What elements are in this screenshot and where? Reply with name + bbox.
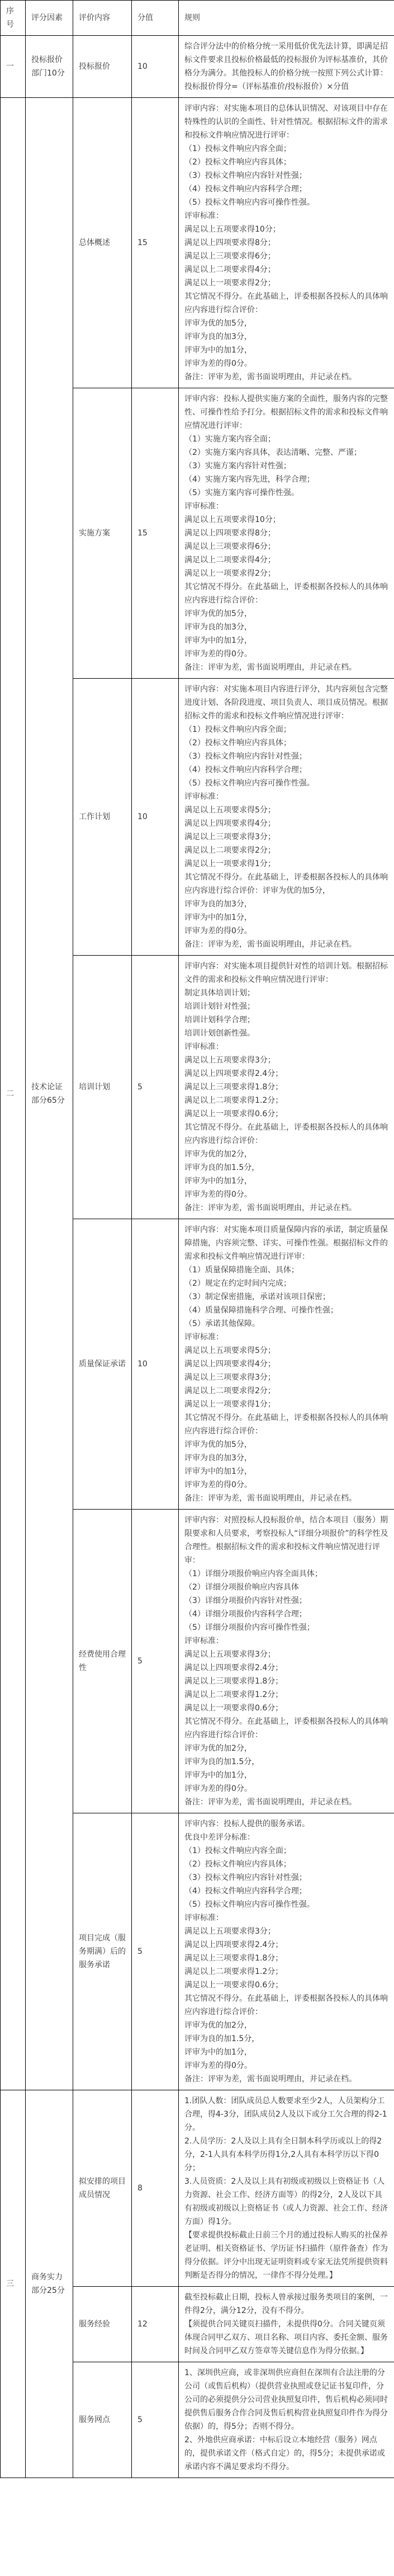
rule-line: 截至投标截止日期，投标人曾承接过服务类项目的案例，一件得2分，满分12分，没有不得分。 <box>184 2293 388 2315</box>
rule-line: 评审为差的得0分。 <box>184 1784 252 1793</box>
rule-line: （1）投标文件响应内容全面； <box>184 1846 291 1855</box>
section-factor: 商务实力部分25分 <box>26 2090 73 2478</box>
header-score: 分值 <box>132 1 179 36</box>
rule-line: 满足以上二项要求得2分； <box>184 1386 276 1395</box>
rule-line: （3）详细分项报价内容针对性强； <box>184 1596 307 1605</box>
rule-line: 制定具体培训计划； <box>184 989 255 998</box>
rule-line: 其它情况不得分。在此基础上，评委根据各投标人的具体响应内容进行综合评价： <box>184 1717 388 1740</box>
rule-line: 满足以上四项要求得2.4分； <box>184 1663 283 1672</box>
rule-line: （2）详细分项报价响应内容具体 <box>184 1583 299 1592</box>
rule-line: （2）投标文件响应内容具体； <box>184 739 291 748</box>
header-content: 评价内容 <box>73 1 132 36</box>
rule-line: （5）详细分项报价内容可操作性强； <box>184 1623 315 1632</box>
rule-line: 评审为中的加1分， <box>184 346 252 355</box>
table-row <box>1 36 394 98</box>
rule-line: 评审为良的加1.5分， <box>184 1163 260 1172</box>
rule-line: 满足以上一项要求得2分； <box>184 279 276 288</box>
rule-line: 备注：评审为差，需书面说明理由，并记录在档。 <box>184 1798 357 1807</box>
rule-line: 满足以上二项要求得1.2分； <box>184 1967 283 1976</box>
item-score: 15 <box>132 388 179 679</box>
rule-line: 评审为中的加1分， <box>184 2048 252 2057</box>
rule-line: 满足以上一项要求得1分； <box>184 1400 276 1409</box>
rule-line: 备注：评审为差，需书面说明理由，并记录在档。 <box>184 940 357 949</box>
rule-line: 1、深圳供应商，或非深圳供应商但在深圳有合法注册的分公司（或售后机构）（提供营业执照或登记证书复印件，分公司的必须提供分公司营业执照复印件，售后机构必须同时提供售后服务合作合同及售后机构营业执照复印件作为得分依据）的，得5分；否则不得分。 <box>184 2368 388 2431</box>
rule-line: 其它情况不得分。在此基础上，评委根据各投标人的具体响应内容进行综合评价：评审为优的加5分， <box>184 873 388 895</box>
rule-line: 备注：评审为差，需书面说明理由，并记录在档。 <box>184 2075 357 2084</box>
rule-line: （3）制定保密措施，承诺对该项目保密； <box>184 1292 330 1301</box>
item-score: 5 <box>132 2362 179 2478</box>
rule-line: （1）投标文件响应内容全面； <box>184 144 291 153</box>
rule-line: 评审为中的加1分， <box>184 636 252 645</box>
rule-line: （3）投标文件响应内容针对性强； <box>184 752 307 761</box>
rule-line: 评审为差的得0分。 <box>184 1190 252 1199</box>
rule-line: （1）详细分项报价响应内容全面具体； <box>184 1569 322 1578</box>
rule-line: 满足以上五项要求得10分； <box>184 515 281 524</box>
item-content: 服务经验 <box>73 2287 132 2362</box>
item-score: 10 <box>132 1219 179 1510</box>
item-rules <box>179 2287 394 2362</box>
rule-line: 评审为中的加1分， <box>184 913 252 922</box>
rule-line: （4）质量保障措施科学合理、可操作性强； <box>184 1306 338 1315</box>
rule-line: 投标报价得分=（评标基准价/投标报价）×分值 <box>184 82 349 91</box>
rule-line: 评审为差的得0分。 <box>184 1480 252 1489</box>
rule-line: 评审为良的加1.5分， <box>184 2034 260 2043</box>
rule-line: 满足以上三项要求得3分； <box>184 1373 276 1382</box>
rule-line: 评审标准： <box>184 502 224 511</box>
rule-line: 满足以上三项要求得3分； <box>184 833 276 842</box>
rule-line: 评审标准： <box>184 1637 224 1646</box>
rule-line: 满足以上三项要求得1.8分； <box>184 1677 283 1686</box>
item-content: 质量保证承诺 <box>73 1219 132 1510</box>
rule-line: （1）投标文件响应内容全面； <box>184 725 291 734</box>
rule-line: 评审为差的得0分。 <box>184 927 252 936</box>
rule-line: 评审内容：投标人提供的服务承诺。 <box>184 1820 310 1828</box>
rule-line: （1）实施方案内容全面； <box>184 435 276 444</box>
rule-line: 评审内容：投标人提供实施方案的全面性，服务内容的完整性、可操作性给予打分。根据招标文件的需求和投标文件响应情况进行评审： <box>184 394 388 430</box>
item-score: 15 <box>132 98 179 388</box>
rule-line: 满足以上一项要求得0.6分； <box>184 1981 283 1990</box>
rule-line: 评审为优的加5分， <box>184 1440 252 1449</box>
item-rules <box>179 1219 394 1510</box>
rule-line: 备注：评审为差，需书面说明理由，并记录在档。 <box>184 1494 357 1503</box>
rule-line: （2）投标文件响应内容具体； <box>184 1860 291 1869</box>
rule-line: 评审内容：对照投标人投标报价单，结合本项目（服务）期限要求和人员要求，考察投标人“详细分项报价”的科学性及合理性。根据招标文件的需求和投标文件响应情况进行评审： <box>184 1516 388 1565</box>
item-rules <box>179 2090 394 2287</box>
rule-line: 其它情况不得分。在此基础上，评委根据各投标人的具体响应内容进行综合评价： <box>184 1413 388 1436</box>
rule-line: 评审内容：对实施本项目质量保障内容的承诺，制定质量保障措施，内容须完整、详实、可操作性强。根据招标文件的需求和投标文件响应情况进行评审： <box>184 1225 388 1261</box>
rule-line: 培训计划针对性强； <box>184 1002 255 1011</box>
section-seq: 二 <box>1 98 26 2090</box>
rule-line: 综合评分法中的价格分统一采用低价优先法计算，即满足招标文件要求且投标价格最低的投标报价为评标基准价，其价格分为满分。其他投标人的价格分统一按照下列公式计算： <box>184 42 388 78</box>
rule-line: 满足以上五项要求得3分； <box>184 1056 276 1065</box>
rule-line: 满足以上四项要求得4分； <box>184 1360 276 1369</box>
item-content: 投标报价 <box>73 36 132 98</box>
rule-line: 满足以上一项要求得1分； <box>184 859 276 868</box>
rule-line: （5）投标文件响应内容可操作性强。 <box>184 1900 315 1909</box>
item-rules <box>179 1813 394 2090</box>
rule-line: 评审标准： <box>184 211 224 220</box>
item-rules <box>179 2362 394 2478</box>
rule-line: （4）详细分项报价内容科学合理； <box>184 1610 307 1619</box>
rule-line: 满足以上二项要求得1.2分； <box>184 1690 283 1699</box>
rule-line: 其它情况不得分。在此基础上，评委根据各投标人的具体响应内容进行综合评价： <box>184 292 388 314</box>
rule-line: 培训计划创新性强。 <box>184 1029 255 1038</box>
rule-line: （2）规定在约定时间内完成； <box>184 1279 291 1288</box>
rule-line: 评审为优的加5分， <box>184 319 252 328</box>
item-score: 5 <box>132 1510 179 1813</box>
rule-line: （5）投标文件响应内容可操作性强。 <box>184 198 315 207</box>
rule-line: 评审为优的加5分， <box>184 609 252 618</box>
rule-line: 评审为中的加1分， <box>184 1177 252 1186</box>
rule-line: 评审为差的得0分。 <box>184 359 252 368</box>
rule-line: 满足以上一项要求得0.6分； <box>184 1704 283 1713</box>
rule-line: 评审为优的加2分， <box>184 1744 252 1753</box>
rule-line: 满足以上三项要求得6分； <box>184 252 276 261</box>
rule-line: （4）实施方案内容先进，科学合理； <box>184 475 315 484</box>
rule-line: 评审标准： <box>184 1914 224 1922</box>
rule-line: 评审标准： <box>184 792 224 801</box>
rule-line: 满足以上二项要求得1.2分； <box>184 1096 283 1105</box>
rule-line: 其它情况不得分。在此基础上，评委根据各投标人的具体响应内容进行综合评价： <box>184 582 388 605</box>
rule-line: 评审标准： <box>184 1042 224 1051</box>
rule-line: 培训计划科学合理； <box>184 1016 255 1024</box>
rule-line: 评审为良的加3分， <box>184 623 252 632</box>
rule-line: 满足以上四项要求得8分； <box>184 238 276 247</box>
table-row <box>1 98 394 388</box>
rule-line: （4）投标文件响应内容科学合理； <box>184 1887 307 1896</box>
section-factor: 技术论证部分65分 <box>26 98 73 2090</box>
rule-line: 评审为良的加1.5分， <box>184 1757 260 1766</box>
header-rules: 规则 <box>179 1 394 36</box>
rule-line: 满足以上二项要求得4分； <box>184 265 276 274</box>
item-rules <box>179 956 394 1219</box>
rule-line: 评审标准： <box>184 1333 224 1342</box>
rule-line: 满足以上四项要求得4分； <box>184 819 276 828</box>
rule-line: 评审为优的加2分， <box>184 1150 252 1159</box>
table-row <box>1 2090 394 2287</box>
rule-line: （5）承诺其他保障。 <box>184 1319 260 1328</box>
item-score: 5 <box>132 956 179 1219</box>
section-seq: 一 <box>1 36 26 98</box>
rule-line: 其它情况不得分。在此基础上，评委根据各投标人的具体响应内容进行综合评价： <box>184 1994 388 2016</box>
rule-line: 评审为中的加1分， <box>184 1467 252 1476</box>
rule-line: 满足以上二项要求得2分； <box>184 846 276 855</box>
rule-line: （2）投标文件响应内容具体； <box>184 158 291 167</box>
item-score: 10 <box>132 36 179 98</box>
rule-line: 其它情况不得分。在此基础上，评委根据各投标人的具体响应内容进行综合评价： <box>184 1123 388 1145</box>
item-content: 培训计划 <box>73 956 132 1219</box>
rule-line: 评审为优的加2分， <box>184 2021 252 2030</box>
item-score: 5 <box>132 1813 179 2090</box>
item-rules <box>179 388 394 679</box>
header-factor: 评分因素 <box>26 1 73 36</box>
rule-line: 满足以上一项要求得2分； <box>184 569 276 578</box>
item-rules <box>179 36 394 98</box>
item-content: 服务网点 <box>73 2362 132 2478</box>
rule-line: 评审为差的得0分。 <box>184 2061 252 2070</box>
item-content: 经费使用合理性 <box>73 1510 132 1813</box>
rule-line: 满足以上五项要求得5分； <box>184 806 276 815</box>
rule-line: 备注：评审为差，需书面说明理由，并记录在档。 <box>184 1204 357 1212</box>
rule-line: 备注：评审为差，需书面说明理由，并记录在档。 <box>184 663 357 672</box>
rule-line: 满足以上三项要求得1.8分； <box>184 1083 283 1092</box>
rule-line: （4）投标文件响应内容科学合理； <box>184 185 307 194</box>
rule-line: （3）实施方案内容针对性强； <box>184 462 291 471</box>
rule-line: 3.人员资质：2人及以上具有初级或初级以上资格证书（人力资源、社会工作、经济方面等）的得2分，2人及以下具有初级或初级以上资格证书（或人力资源、社会工作、经济方面）得1分。 <box>184 2177 388 2226</box>
rule-line: 优良中差评分标准： <box>184 1833 255 1842</box>
rule-line: 2.人员学历：2人及以上具有全日制本科学历或以上的得2分，2-1人具有本科学历得1分,2人具有本科学历以下得0分； <box>184 2137 382 2173</box>
item-rules <box>179 1510 394 1813</box>
item-score: 12 <box>132 2287 179 2362</box>
rule-line: 满足以上三项要求得1.8分； <box>184 1954 283 1963</box>
item-score: 10 <box>132 679 179 956</box>
rule-line: 评审为差的得0分。 <box>184 650 252 659</box>
item-rules <box>179 98 394 388</box>
rule-line: 备注：评审为差，需书面说明理由，并记录在档。 <box>184 373 357 382</box>
item-content: 拟安排的项目成员情况 <box>73 2090 132 2287</box>
item-rules <box>179 679 394 956</box>
rule-line: 【须提供合同关键页扫描件，未提供得0分。合同关键页须体现合同甲乙双方、项目名称、项目内容、委托金额、服务时间及合同甲乙双方签章等关键信息作为得分依据。】 <box>184 2320 388 2356</box>
section-seq: 三 <box>1 2090 26 2478</box>
rule-line: （5）投标文件响应内容可操作性强。 <box>184 779 315 788</box>
rule-line: 评审为良的加3分， <box>184 332 252 341</box>
table-header-row <box>1 1 394 36</box>
rule-line: 【要求提供投标截止日前三个月的通过投标人购买的社保养老证明、相关资格证书、学历证书扫描件（原件备查）作为得分依据。评分中出现无证明资料或专家无法凭所提供资料判断是否得分的情况，一律作不得分处理。】 <box>184 2231 388 2280</box>
rule-line: 2、外地供应商承诺：中标后设立本地经营（服务）网点的，提供承诺文件（格式自定）的，得5分；未提供承诺或承诺内容不满足要求均不得分。 <box>184 2436 385 2471</box>
rule-line: 满足以上四项要求得2.4分； <box>184 1069 283 1078</box>
rule-line: 评审内容：对实施本项目内容进行评分，其内容须包含完整进度计划、各阶段进度、项目负责人、项目成员情况。根据招标文件的需求和投标文件响应情况进行评审： <box>184 685 388 721</box>
item-score: 8 <box>132 2090 179 2287</box>
rule-line: （4）投标文件响应内容科学合理； <box>184 765 307 774</box>
header-seq: 序号 <box>1 1 26 36</box>
item-content: 项目完成（服务期满）后的服务承诺 <box>73 1813 132 2090</box>
rule-line: 满足以上四项要求得2.4分； <box>184 1940 283 1949</box>
rule-line: 评审为良的加3分， <box>184 900 252 909</box>
rule-line: 满足以上五项要求得10分； <box>184 225 281 234</box>
rule-line: 满足以上五项要求得3分； <box>184 1650 276 1659</box>
item-content: 实施方案 <box>73 388 132 679</box>
rule-line: （2）实施方案内容具体，表达清晰、完整、严谨； <box>184 448 362 457</box>
rule-line: （3）投标文件响应内容针对性强； <box>184 171 307 180</box>
rule-line: （3）投标文件响应内容针对性强； <box>184 1873 307 1882</box>
rule-line: 评审内容：对实施本项目的总体认识情况、对该项目中存在特殊性的认识的全面性、针对性情况。根据招标文件的需求和投标文件响应情况进行评审： <box>184 104 388 140</box>
rule-line: 满足以上三项要求得6分； <box>184 542 276 551</box>
rule-line: 1.团队人数：团队成员总人数要求至少2人，人员架构分工合理，得4-3分，团队成员2人及以下或分工欠合理的得2-1分。 <box>184 2096 387 2132</box>
rule-line: 评审为中的加1分， <box>184 1771 252 1780</box>
rule-line: 评审为良的加3分， <box>184 1454 252 1463</box>
rule-line: 满足以上五项要求得3分； <box>184 1927 276 1936</box>
item-content: 工作计划 <box>73 679 132 956</box>
rule-line: 满足以上一项要求得0.6分； <box>184 1110 283 1118</box>
rule-line: （1）质量保障措施全面、具体； <box>184 1266 299 1275</box>
rule-line: 满足以上五项要求得5分； <box>184 1346 276 1355</box>
rule-line: （5）实施方案内容可操作性强。 <box>184 488 299 497</box>
rule-line: 评审内容：对实施本项目提供针对性的培训计划。根据招标文件的需求和投标文件响应情况进行评审： <box>184 962 388 984</box>
item-content: 总体概述 <box>73 98 132 388</box>
section-factor: 投标报价部门10分 <box>26 36 73 98</box>
rule-line: 满足以上二项要求得4分； <box>184 556 276 565</box>
rule-line: 满足以上四项要求得8分； <box>184 529 276 538</box>
